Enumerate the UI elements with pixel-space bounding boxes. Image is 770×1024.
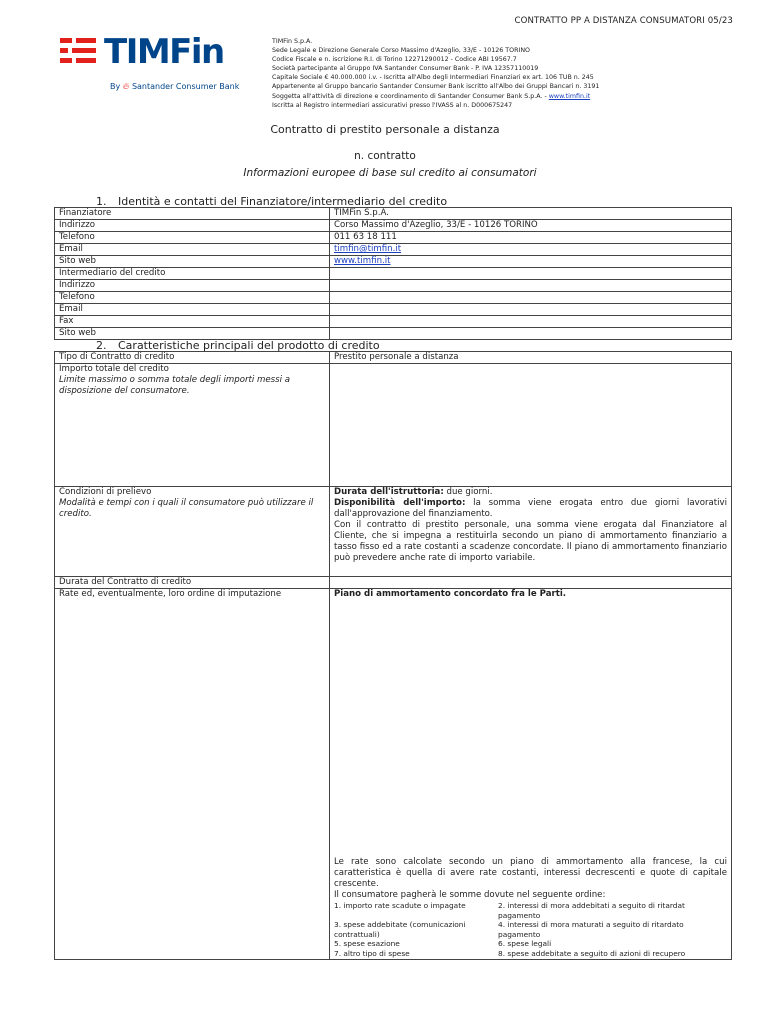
list-item: 2. interessi di mora addebitati a seguito di ritardat pagamento [498,901,685,920]
row-value [330,292,732,304]
table-row [55,292,732,304]
order-intro: Il consumatore pagherà le somme dovute nel seguente ordine: [334,890,606,900]
row-value: 011 63 18 111 [330,232,732,244]
table-row [55,304,732,316]
row-label: Sito web [55,328,330,340]
table-row [55,352,732,364]
logo-brand: TIMFin [104,32,224,72]
list-item: 3. spese addebitate (comunicazioni contrattuali) [334,920,466,939]
table-row [55,244,732,256]
importo-description: Limite massimo o somma totale degli importi messi a disposizione del consumatore. [59,375,290,396]
document-title: Contratto di prestito personale a distanza [270,123,500,136]
table-row [55,232,732,244]
company-info: TIMFin S.p.A. Sede Legale e Direzione Generale Corso Massimo d'Azeglio, 33/E - 10126 TORINO Codice Fiscale e n. iscrizione R.I. di Torino 12271290012 - Codice ABI 19567.7 Società partecipante al Gruppo IVA Santander Consumer Bank - P. IVA 12357110019 Capitale Sociale € 40.000.000 i.v. - Iscritta all'Albo degli Intermediari Finanziari ex art. 106 TUB n. 245 Appartenente al Gruppo bancario Santander Consumer Bank iscritto all'Albo dei Gruppi Bancari n. 3191 Soggetta all'attività di direzione e coordinamento di Santander Consumer Bank S.p.A. - www.timfin.it Iscritta al Registro intermediari assicurativi presso l'IVASS al n. D000675247 [272,38,600,109]
order-list [334,901,727,958]
tipo-contratto-label: Tipo di Contratto di credito [55,352,330,364]
email-link[interactable]: timfin@timfin.it [334,244,402,254]
row-label: Indirizzo [55,280,330,292]
row-label: Finanziatore [55,208,330,220]
table-row [55,268,732,280]
row-label: Telefono [55,232,330,244]
rate-description: Le rate sono calcolate secondo un piano di ammortamento alla francese, la cui caratteristica è quella di avere rate costanti, interessi decrescenti e quote di capitale crescente. [334,857,727,889]
section1-table [54,207,732,340]
durata-label: Durata del Contratto di credito [55,577,330,589]
durata-value [330,577,732,589]
table-row [55,577,732,589]
rate-title: Piano di ammortamento concordato fra le Parti. [334,589,567,599]
table-row [55,256,732,268]
table-row [55,280,732,292]
row-label: Intermediario del credito [55,268,330,280]
table-row [55,220,732,232]
website-link[interactable]: www.timfin.it [548,92,591,100]
row-label: Telefono [55,292,330,304]
row-value: Corso Massimo d'Azeglio, 33/E - 10126 TORINO [330,220,732,232]
list-item: 8. spese addebitate a seguito di azioni di recupero [498,948,686,958]
tipo-contratto-value: Prestito personale a distanza [330,352,732,364]
row-value [330,304,732,316]
contract-number-label: n. contratto [354,150,416,162]
row-label: Email [55,304,330,316]
row-value [330,316,732,328]
timfin-logo [60,32,240,96]
row-label: Fax [55,316,330,328]
row-value: TIMFin S.p.A. [330,208,732,220]
website-link[interactable]: www.timfin.it [334,256,391,266]
table-row [55,328,732,340]
row-label: Indirizzo [55,220,330,232]
santander-flame-icon: 🔥︎ [122,82,130,92]
disponibilita-label: Disponibilità dell'importo: [334,498,466,508]
row-value [330,280,732,292]
prelievo-description: Modalità e tempi con i quali il consumatore può utilizzare il credito. [59,498,314,519]
table-row [55,589,732,960]
section1-heading: 1. Identità e contatti del Finanziatore/intermediario del credito [96,195,448,208]
importo-label: Importo totale del credito [59,364,169,374]
table-row [55,364,732,487]
document-code: CONTRATTO PP A DISTANZA CONSUMATORI 05/23 [514,16,733,26]
prelievo-text: Con il contratto di prestito personale, una somma viene erogata dal Finanziatore al Cliente, che si impegna a restituirla secondo un piano di ammortamento finanziario a tasso fisso ed a rate costanti a scadenze concordate. Il piano di ammortamento finanziario può prevedere anche rate di importo variabile. [334,520,727,563]
list-item: 1. importo rate scadute o impagate [334,901,466,910]
section2-table [54,351,732,960]
list-item: 7. altro tipo di spese [334,948,410,958]
list-item: 4. interessi di mora maturati a seguito di ritardato pagamento [498,920,684,939]
rate-label: Rate ed, eventualmente, loro ordine di imputazione [55,589,330,960]
section2-heading: 2. Caratteristiche principali del prodotto di credito [96,339,380,352]
importo-value [330,364,732,487]
row-value [330,256,732,268]
prelievo-label: Condizioni di prelievo [59,487,152,497]
table-row [55,316,732,328]
table-row [55,208,732,220]
row-value [330,244,732,256]
logo-byline: By 🔥︎ Santander Consumer Bank [110,82,240,92]
row-label: Email [55,244,330,256]
row-value [330,268,732,280]
durata-istruttoria-label: Durata dell'istruttoria: [334,487,444,497]
timfin-bars-icon [60,38,96,72]
list-item: 5. spese esazione [334,939,400,948]
row-value [330,328,732,340]
row-label: Sito web [55,256,330,268]
list-item: 6. spese legali [498,939,552,948]
table-row: Condizioni di prelievo Modalità e tempi con i quali il consumatore può utilizzare il credito. Durata dell'istruttoria: due giorni. Disponibilità dell'importo: la somma viene erogata entro due giorni lavorativi dall'approvazione del finanziamento. Con il contratto di prestito personale, una somma viene erogata dal Finanziatore al Cliente, che si impegna a restituirla secondo un piano di ammortamento finanziario a tasso fisso ed a rate costanti a scadenze concordate. Il piano di ammortamento finanziario può prevedere anche rate di importo variabile. [55,487,732,577]
document-subtitle: Informazioni europee di base sul credito ai consumatori [243,167,537,179]
